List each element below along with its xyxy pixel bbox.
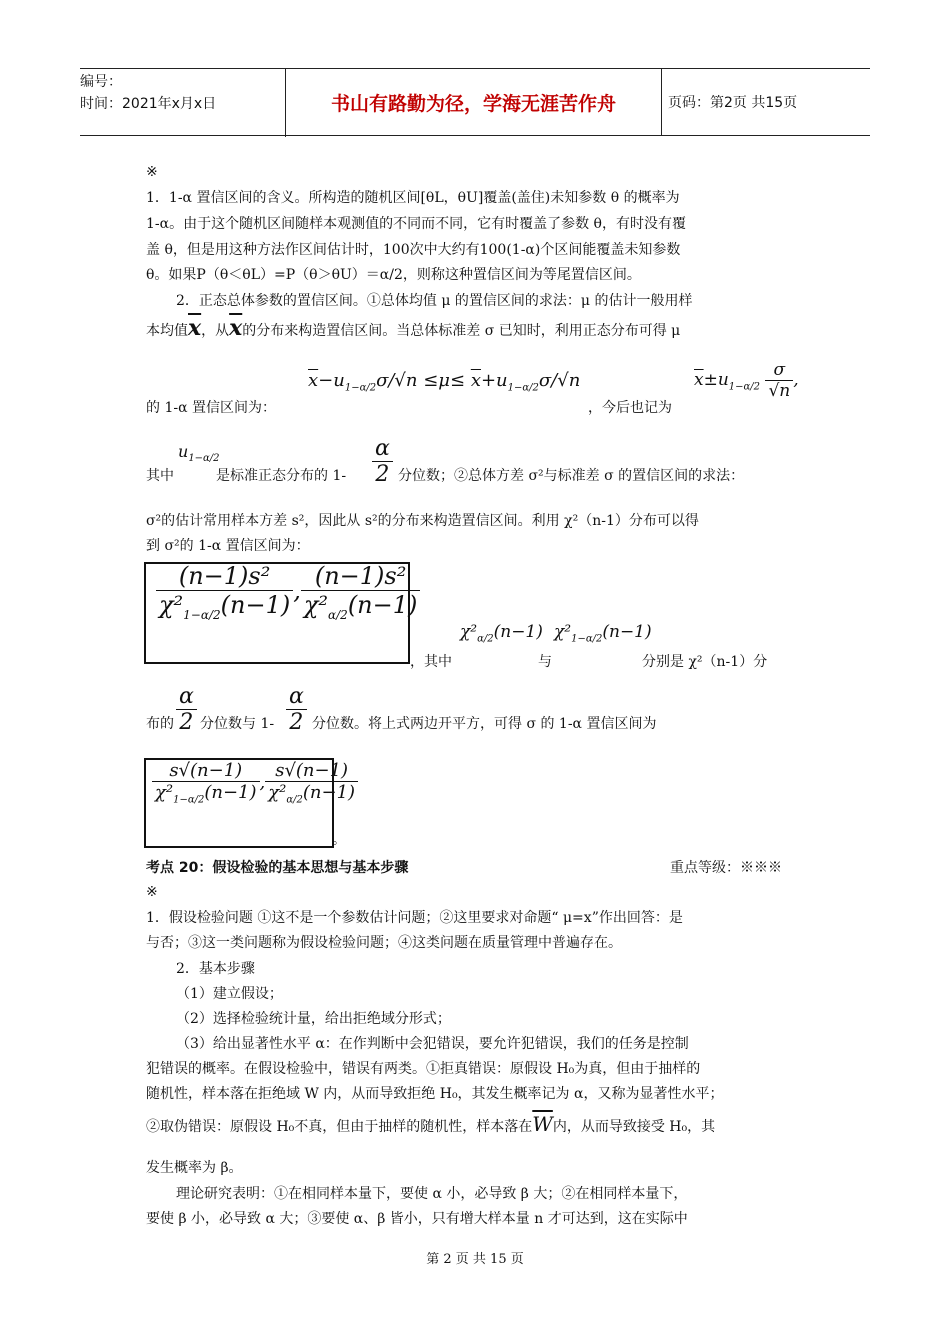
w-bar-symbol: $\overline{W}$	[532, 1112, 553, 1136]
q1-line1: 1．假设检验问题 ①这不是一个参数估计问题；②这里要求对命题“ μ=x”作出回答：是	[146, 910, 683, 926]
p2-line8c: 分位数。将上式两边开平方，可得 σ 的 1-α 置信区间为	[312, 716, 657, 732]
header-meta	[80, 69, 286, 137]
variance-ci-formula: $\frac{\text{(n−1)s²}}{\chi^2_{1-\alpha/2}(n-1)}$ , $\frac{\text{(n−1)s²}}{\chi^2_{\alpha/2}(n-1)}$	[156, 562, 420, 622]
p2-text-a: 本均值	[146, 323, 188, 339]
p2-line7b: 与	[538, 654, 552, 670]
p2-line3b: ，今后也记为	[588, 400, 672, 416]
p2-line8b: 分位数与 1-	[200, 716, 275, 732]
kd20-level: 重点等级：※※※	[670, 860, 782, 876]
q2-step1: （1）建立假设；	[176, 986, 283, 1002]
q2-step3-line4a: ②取伪错误：原假设 H₀不真，但由于抽样的随机性，样本落在	[146, 1119, 533, 1135]
p1-line1: 1．1-α 置信区间的含义。所构造的随机区间[θL，θU]覆盖(盖住)未知参数 θ 的概率为	[146, 190, 680, 206]
chi-one-minus-alpha-half: $\chi^2_{1-\alpha/2}(n-1)$	[554, 622, 652, 645]
xbar-symbol-2: $\overline{x}$	[229, 315, 243, 341]
p2-line2	[146, 315, 681, 341]
u-quantile-symbol: $u_{1-\alpha/2}$	[178, 442, 220, 465]
p2-text-b: ，从	[201, 323, 230, 339]
q2-heading: 2．基本步骤	[176, 961, 255, 977]
page-header	[80, 68, 870, 136]
sigma-over-sqrt-n: $\frac{\sigma}{√n}$	[765, 360, 793, 401]
p2-line5: σ²的估计常用样本方差 s²，因此从 s²的分布来构造置信区间。利用 χ²（n-1）分布可以得	[146, 513, 699, 529]
xbar-symbol: $\overline{x}$	[188, 315, 202, 341]
chi-alpha-half: $\chi^2_{\alpha/2}(n-1)$	[460, 622, 543, 645]
q3-line1: 理论研究表明：①在相同样本量下，要使 α 小，必导致 β 大；②在相同样本量下，	[176, 1186, 688, 1202]
p1-line2: 1-α。由于这个随机区间随样本观测值的不同而不同，它有时覆盖了参数 θ，有时没有覆	[146, 216, 686, 232]
q2-step2: （2）选择检验统计量，给出拒绝域分形式；	[176, 1011, 451, 1027]
q2-step3-line2: 犯错误的概率。在假设检验中，错误有两类。①拒真错误：原假设 H₀为真，但由于抽样的	[146, 1061, 701, 1077]
alpha-half-1: $\frac{\alpha}{2}$	[372, 436, 393, 487]
header-time: 时间：2021年x月x日	[80, 96, 217, 112]
p2-text-c: 的分布来构造置信区间。当总体标准差 σ 已知时，利用正态分布可得 μ	[242, 323, 681, 339]
q2-step3-line5: 发生概率为 β。	[146, 1160, 243, 1176]
q2-step3-line1: （3）给出显著性水平 α：在作判断中会犯错误，要允许犯错误，我们的任务是控制	[176, 1036, 689, 1052]
p2-line4b: 是标准正态分布的 1-	[216, 468, 347, 484]
p1-line3: 盖 θ，但是用这种方法作区间估计时，100次中大约有100(1-α)个区间能覆盖未知参数	[146, 242, 681, 258]
q2-step3-line4	[146, 1114, 715, 1137]
q3-line2: 要使 β 小，必导致 α 大；③要使 α、β 皆小，只有增大样本量 n 才可达到，这在实际中	[146, 1211, 688, 1227]
mean-ci-formula: $\overline{x}-u_{1-\alpha/2}\sigma/√n \le\mu\le \overline{x}+u_{1-\alpha/2}\sigma/√n$	[308, 370, 581, 394]
p2-line6: 到 σ²的 1-α 置信区间为：	[146, 538, 310, 554]
p2-line3a: 的 1-α 置信区间为：	[146, 400, 276, 416]
kd20-title: 考点 20：假设检验的基本思想与基本步骤	[146, 860, 409, 876]
star-mark-2: ※	[146, 884, 158, 900]
p2-line7c: 分别是 χ²（n-1）分	[642, 654, 768, 670]
sigma-ci-formula: $\frac{s√(n-1)}{\chi^2_{1-\alpha/2}(n-1)}$ , $\frac{s√(n-1)}{\chi^2_{\alpha/2}(n-1)}$	[152, 760, 358, 806]
q1-line2: 与否；③这一类问题称为假设检验问题；④这类问题在质量管理中普遍存在。	[146, 935, 622, 951]
p1-line4: θ。如果P（θ＜θL）=P（θ＞θU）＝α/2，则称这种置信区间为等尾置信区间。	[146, 267, 641, 283]
page-footer: 第 2 页 共 15 页	[426, 1252, 524, 1267]
p2-line1: 2．正态总体参数的置信区间。①总体均值 μ 的置信区间的求法：μ 的估计一般用样	[176, 293, 693, 309]
p2-line4a: 其中	[146, 468, 174, 484]
p2-line7a: ，其中	[410, 654, 452, 670]
header-motto: 书山有路勤为径，学海无涯苦作舟	[286, 69, 662, 135]
p2-line8a: 布的	[146, 716, 174, 732]
q2-step3-line3: 随机性，样本落在拒绝域 W 内，从而导致拒绝 H₀，其发生概率记为 α，又称为显著性水平；	[146, 1086, 724, 1102]
p2-line4c: 分位数；②总体方差 σ²与标准差 σ 的置信区间的求法：	[398, 468, 745, 484]
alpha-half-3: $\frac{\alpha}{2}$	[286, 684, 307, 735]
p2-line9: 。	[332, 832, 346, 848]
header-page: 页码：第2页 共15页	[668, 95, 798, 111]
header-number: 编号：	[80, 74, 122, 90]
alpha-half-2: $\frac{\alpha}{2}$	[176, 684, 197, 735]
q2-step3-line4b: 内，从而导致接受 H₀，其	[552, 1119, 716, 1135]
star-mark: ※	[146, 164, 158, 180]
mean-ci-short: $\overline{x}\pm u_{1-\alpha/2}$ $\frac{\sigma}{√n}$ ,	[694, 360, 799, 401]
